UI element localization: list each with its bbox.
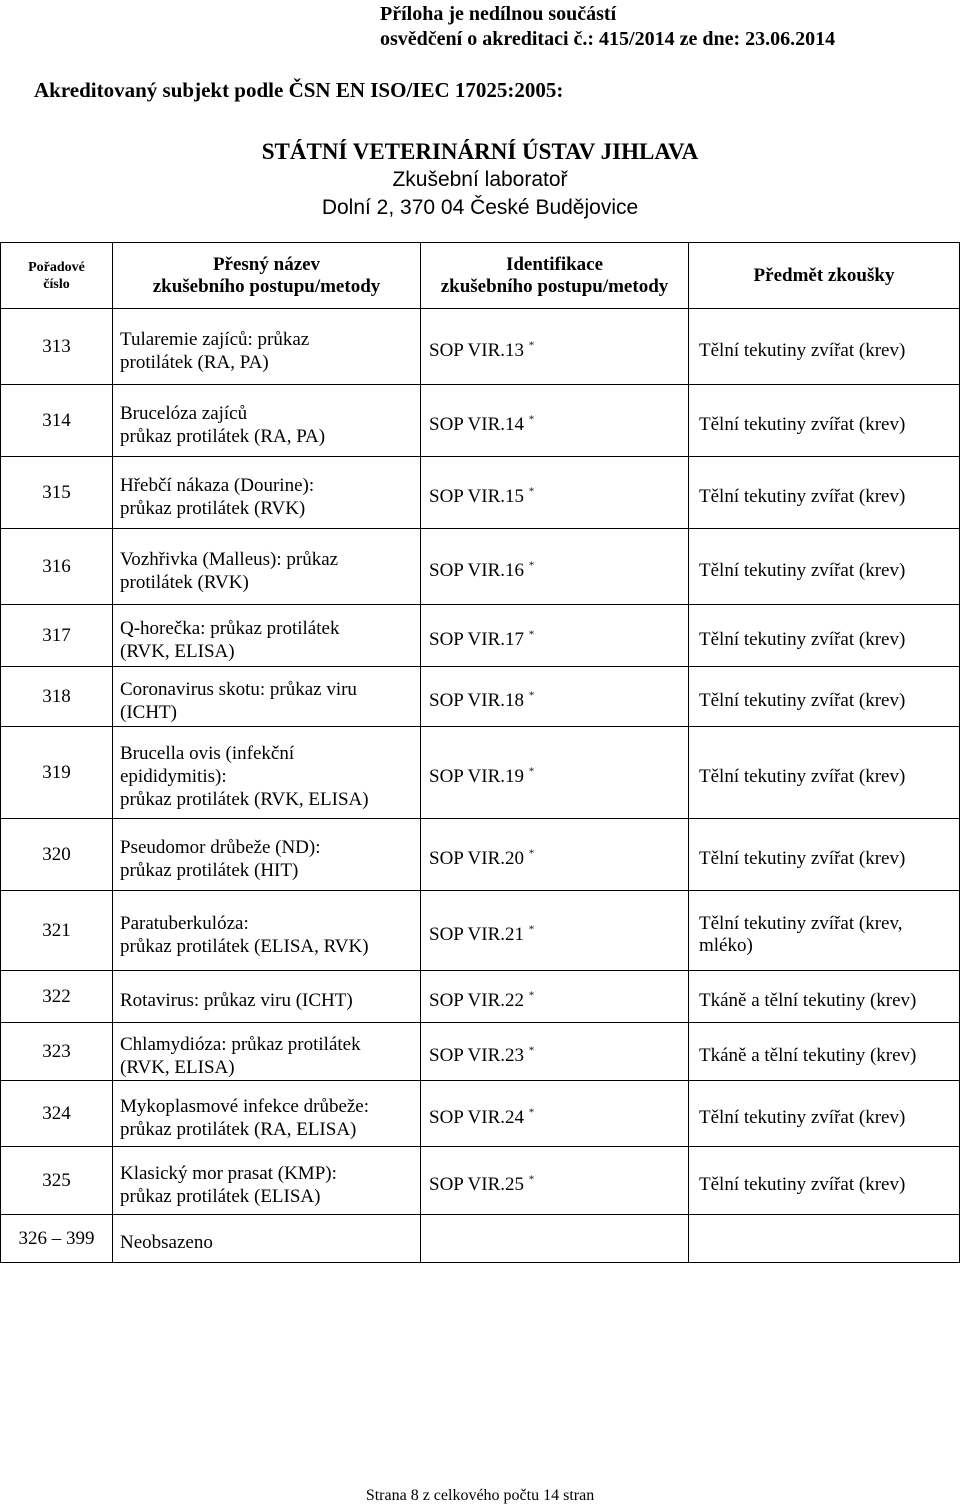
annex-note — [380, 2, 940, 52]
column-header-method-id: Identifikace zkušebního postupu/metody — [421, 243, 689, 309]
test-methods-table — [0, 242, 960, 1263]
table-row — [1, 309, 960, 385]
method-id-text: SOP VIR.23 — [429, 1044, 525, 1066]
method-id — [421, 1147, 689, 1215]
row-number: 314 — [1, 385, 113, 457]
test-subject — [689, 819, 960, 891]
method-id — [421, 727, 689, 819]
method-name-line: Brucella ovis (infekční — [120, 743, 295, 764]
table-row — [1, 1215, 960, 1263]
test-subject-line: Tělní tekutiny zvířat (krev) — [699, 1106, 906, 1128]
test-subject — [689, 971, 960, 1023]
table-row — [1, 385, 960, 457]
footnote-mark: * — [528, 847, 535, 860]
row-number: 325 — [1, 1147, 113, 1215]
table-header-row — [1, 243, 960, 309]
table-row — [1, 971, 960, 1023]
footnote-mark: * — [528, 413, 535, 426]
row-number: 323 — [1, 1023, 113, 1081]
method-name-line: Pseudomor drůbeže (ND): — [120, 836, 321, 858]
method-name-line: průkaz protilátek (ELISA, RVK) — [120, 935, 369, 957]
method-id — [421, 1081, 689, 1147]
method-name-line: protilátek (RA, PA) — [120, 351, 269, 373]
row-number: 320 — [1, 819, 113, 891]
test-subject-line: Tkáně a tělní tekutiny (krev) — [699, 1044, 917, 1066]
footnote-mark: * — [528, 339, 535, 352]
method-id-text: SOP VIR.24 — [429, 1106, 525, 1128]
row-number: 318 — [1, 667, 113, 727]
method-id-text: SOP VIR.18 — [429, 689, 525, 711]
method-name-line: epididymitis): — [120, 766, 227, 787]
method-id — [421, 1215, 689, 1263]
method-name-line: Hřebčí nákaza (Dourine): — [120, 474, 315, 496]
test-subject — [689, 309, 960, 385]
method-id-text: SOP VIR.21 — [429, 923, 525, 945]
method-name-line: Q-horečka: průkaz protilátek — [120, 617, 340, 639]
annex-line-2: osvědčení o akreditaci č.: 415/2014 ze dne: 23.06.2014 — [380, 28, 836, 50]
method-id-text: SOP VIR.19 — [429, 765, 525, 787]
table-row — [1, 727, 960, 819]
footnote-mark: * — [528, 485, 535, 498]
method-id — [421, 385, 689, 457]
method-id — [421, 667, 689, 727]
test-subject — [689, 605, 960, 667]
method-name-line: Paratuberkulóza: — [120, 912, 249, 934]
method-name-line: Coronavirus skotu: průkaz viru — [120, 678, 357, 700]
test-subject-line: Tělní tekutiny zvířat (krev) — [699, 689, 906, 711]
test-subject — [689, 457, 960, 529]
test-subject — [689, 1081, 960, 1147]
method-name-line: průkaz protilátek (HIT) — [120, 859, 299, 881]
method-id — [421, 891, 689, 971]
method-name-line: průkaz protilátek (ELISA) — [120, 1185, 321, 1207]
method-id-text: SOP VIR.22 — [429, 989, 525, 1011]
footnote-mark: * — [528, 559, 535, 572]
method-name-line: Vozhřivka (Malleus): průkaz — [120, 548, 339, 570]
test-subject-line: Tělní tekutiny zvířat (krev) — [699, 339, 906, 361]
row-number: 313 — [1, 309, 113, 385]
method-name-line: (RVK, ELISA) — [120, 640, 235, 662]
method-id — [421, 1023, 689, 1081]
test-subject-line: Tkáně a tělní tekutiny (krev) — [699, 989, 917, 1011]
method-name-line: Brucelóza zajíců — [120, 402, 248, 424]
table-row — [1, 1081, 960, 1147]
method-name — [113, 1147, 421, 1215]
test-subject — [689, 1147, 960, 1215]
page-footer: Strana 8 z celkového počtu 14 stran — [365, 1487, 595, 1504]
test-subject — [689, 1215, 960, 1263]
method-name-line: průkaz protilátek (RVK, ELISA) — [120, 789, 369, 810]
column-header-test-subject: Předmět zkoušky — [689, 243, 960, 309]
method-name — [113, 819, 421, 891]
table-body — [1, 309, 960, 1263]
annex-line-1: Příloha je nedílnou součástí — [380, 3, 617, 25]
row-number: 315 — [1, 457, 113, 529]
method-name — [113, 605, 421, 667]
method-id — [421, 529, 689, 605]
table-row — [1, 457, 960, 529]
method-name — [113, 457, 421, 529]
method-name-line: průkaz protilátek (RA, PA) — [120, 425, 326, 447]
method-id — [421, 971, 689, 1023]
test-subject-line: Tělní tekutiny zvířat (krev) — [699, 765, 906, 787]
method-name-line: průkaz protilátek (RA, ELISA) — [120, 1118, 357, 1140]
method-id-text: SOP VIR.17 — [429, 628, 525, 650]
table-row — [1, 891, 960, 971]
test-subject-line: Tělní tekutiny zvířat (krev) — [699, 413, 906, 435]
method-name-line: Rotavirus: průkaz viru (ICHT) — [120, 990, 353, 1011]
footnote-mark: * — [528, 989, 535, 1002]
method-name — [113, 529, 421, 605]
method-name-line: (RVK, ELISA) — [120, 1056, 235, 1078]
test-subject — [689, 1023, 960, 1081]
test-subject-line: Tělní tekutiny zvířat (krev) — [699, 485, 906, 507]
column-header-number: Pořadové číslo — [1, 243, 113, 309]
method-id — [421, 309, 689, 385]
method-id — [421, 605, 689, 667]
footnote-mark: * — [528, 923, 535, 936]
method-name — [113, 1081, 421, 1147]
test-subject-line: Tělní tekutiny zvířat (krev) — [699, 1173, 906, 1195]
method-name — [113, 309, 421, 385]
footnote-mark: * — [528, 628, 535, 641]
row-number: 319 — [1, 727, 113, 819]
method-id — [421, 819, 689, 891]
footnote-mark: * — [528, 765, 535, 778]
method-name — [113, 1023, 421, 1081]
row-number: 326 – 399 — [1, 1215, 113, 1263]
table-row — [1, 529, 960, 605]
method-name — [113, 727, 421, 819]
table-row — [1, 1023, 960, 1081]
method-name — [113, 891, 421, 971]
organization-block — [0, 138, 960, 222]
method-name — [113, 667, 421, 727]
organization-name: STÁTNÍ VETERINÁRNÍ ÚSTAV JIHLAVA — [261, 139, 699, 164]
method-name — [113, 385, 421, 457]
method-name — [113, 1215, 421, 1263]
footnote-mark: * — [528, 1106, 535, 1119]
method-name-line: průkaz protilátek (RVK) — [120, 497, 306, 519]
test-subject — [689, 667, 960, 727]
table-row — [1, 1147, 960, 1215]
footnote-mark: * — [528, 689, 535, 702]
method-id — [421, 457, 689, 529]
method-id-text: SOP VIR.16 — [429, 559, 525, 581]
method-name-line: Klasický mor prasat (KMP): — [120, 1162, 337, 1184]
row-number: 321 — [1, 891, 113, 971]
footnote-mark: * — [528, 1173, 535, 1186]
method-id-text: SOP VIR.14 — [429, 413, 525, 435]
method-id-text: SOP VIR.25 — [429, 1173, 525, 1195]
method-name-line: (ICHT) — [120, 701, 177, 723]
row-number: 317 — [1, 605, 113, 667]
footnote-mark: * — [528, 1044, 535, 1057]
method-name — [113, 971, 421, 1023]
table-row — [1, 605, 960, 667]
test-subject-line: Tělní tekutiny zvířat (krev) — [699, 847, 906, 869]
test-subject — [689, 385, 960, 457]
row-number: 316 — [1, 529, 113, 605]
test-subject — [689, 727, 960, 819]
test-subject-line: mléko) — [699, 934, 753, 956]
row-number: 322 — [1, 971, 113, 1023]
method-name-line: Chlamydióza: průkaz protilátek — [120, 1033, 361, 1055]
test-subject-line: Tělní tekutiny zvířat (krev) — [699, 628, 906, 650]
method-id-text: SOP VIR.13 — [429, 339, 525, 361]
accredited-subject-title: Akreditovaný subjekt podle ČSN EN ISO/IEC 17025:2005: — [34, 78, 564, 102]
laboratory-name: Zkušební laboratoř — [392, 168, 568, 191]
test-subject — [689, 891, 960, 971]
table-row — [1, 819, 960, 891]
method-name-line: Neobsazeno — [120, 1232, 213, 1253]
method-name-line: Tularemie zajíců: průkaz — [120, 328, 310, 350]
method-id-text: SOP VIR.20 — [429, 847, 525, 869]
method-name-line: Mykoplasmové infekce drůbeže: — [120, 1095, 370, 1117]
test-subject-line: Tělní tekutiny zvířat (krev) — [699, 559, 906, 581]
organization-address: Dolní 2, 370 04 České Budějovice — [321, 196, 639, 219]
table-row — [1, 667, 960, 727]
test-subject — [689, 529, 960, 605]
method-name-line: protilátek (RVK) — [120, 571, 249, 593]
row-number: 324 — [1, 1081, 113, 1147]
method-id-text: SOP VIR.15 — [429, 485, 525, 507]
test-subject-line: Tělní tekutiny zvířat (krev, — [699, 912, 903, 934]
column-header-method-name: Přesný název zkušebního postupu/metody — [113, 243, 421, 309]
